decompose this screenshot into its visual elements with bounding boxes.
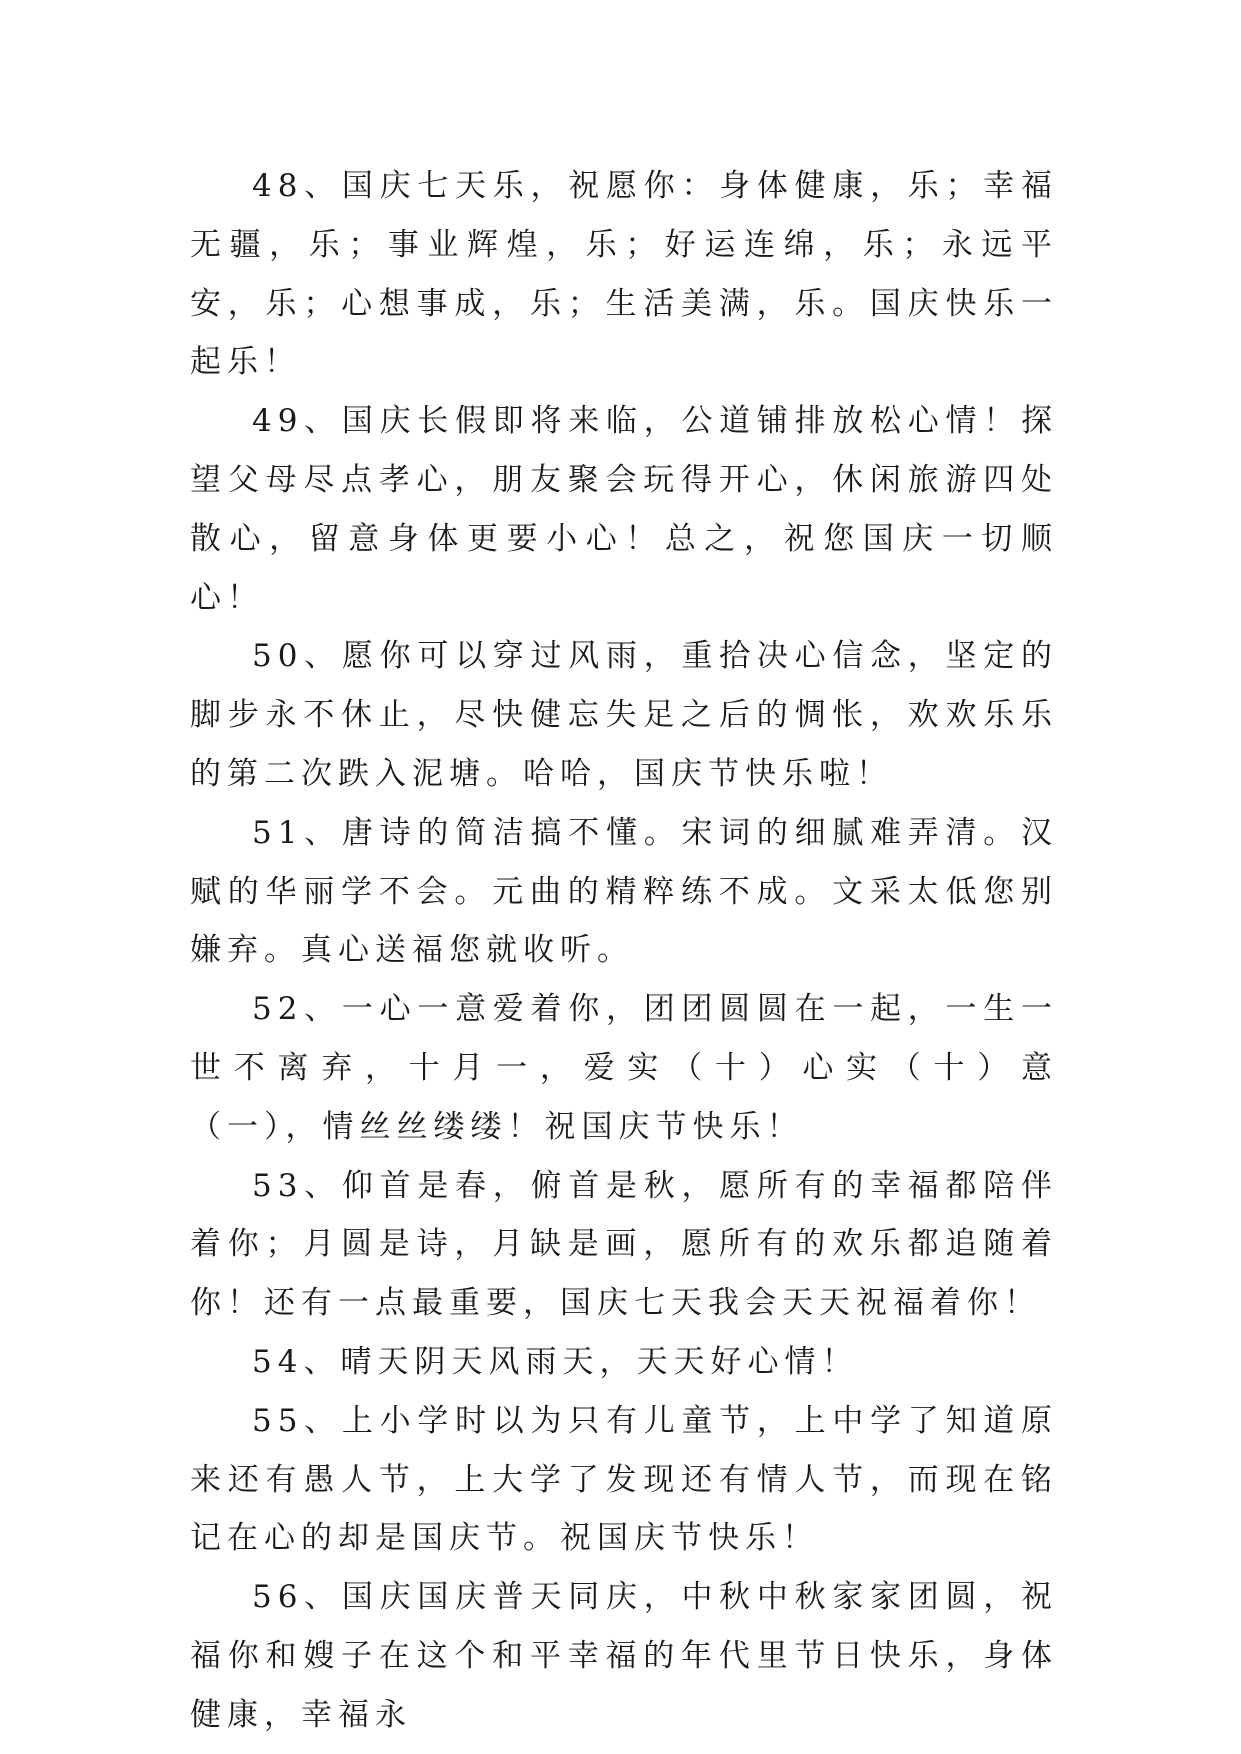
paragraph-49: 49、国庆长假即将来临，公道铺排放松心情！探望父母尽点孝心，朋友聚会玩得开心，休闲旅游四处散心，留意身体更要小心！总之，祝您国庆一切顺心！: [190, 403, 1058, 616]
paragraph-50: 50、愿你可以穿过风雨，重拾决心信念，坚定的脚步永不休止，尽快健忘失足之后的惆怅，欢欢乐乐的第二次跌入泥塘。哈哈，国庆节快乐啦！: [190, 638, 1058, 792]
paragraph-51: 51、唐诗的简洁搞不懂。宋词的细腻难弄清。汉赋的华丽学不会。元曲的精粹练不成。文采太低您别嫌弃。真心送福您就收听。: [190, 814, 1058, 969]
paragraph-55: 55、上小学时以为只有儿童节，上中学了知道原来还有愚人节，上大学了发现还有情人节，而现在铭记在心的却是国庆节。祝国庆节快乐！: [190, 1402, 1058, 1557]
paragraph-56: 56、国庆国庆普天同庆，中秋中秋家家团圆，祝福你和嫂子在这个和平幸福的年代里节日快乐，身体健康，幸福永: [190, 1579, 1058, 1733]
paragraph-52: 52、一心一意爱着你，团团圆圆在一起，一生一世不离弃，十月一，爱实（十）心实（十）意（一），情丝丝缕缕！祝国庆节快乐！: [190, 991, 1058, 1145]
paragraph-53: 53、仰首是春，俯首是秋，愿所有的幸福都陪伴着你；月圆是诗，月缺是画，愿所有的欢乐都追随着你！还有一点最重要，国庆七天我会天天祝福着你！: [190, 1167, 1058, 1322]
paragraph-48: 48、国庆七天乐，祝愿你：身体健康，乐；幸福无疆，乐；事业辉煌，乐；好运连绵，乐；永远平安，乐；心想事成，乐；生活美满，乐。国庆快乐一起乐！: [190, 168, 1058, 381]
document-body: [190, 157, 1058, 1745]
paragraph-54: 54、晴天阴天风雨天，天天好心情！: [252, 1343, 859, 1380]
